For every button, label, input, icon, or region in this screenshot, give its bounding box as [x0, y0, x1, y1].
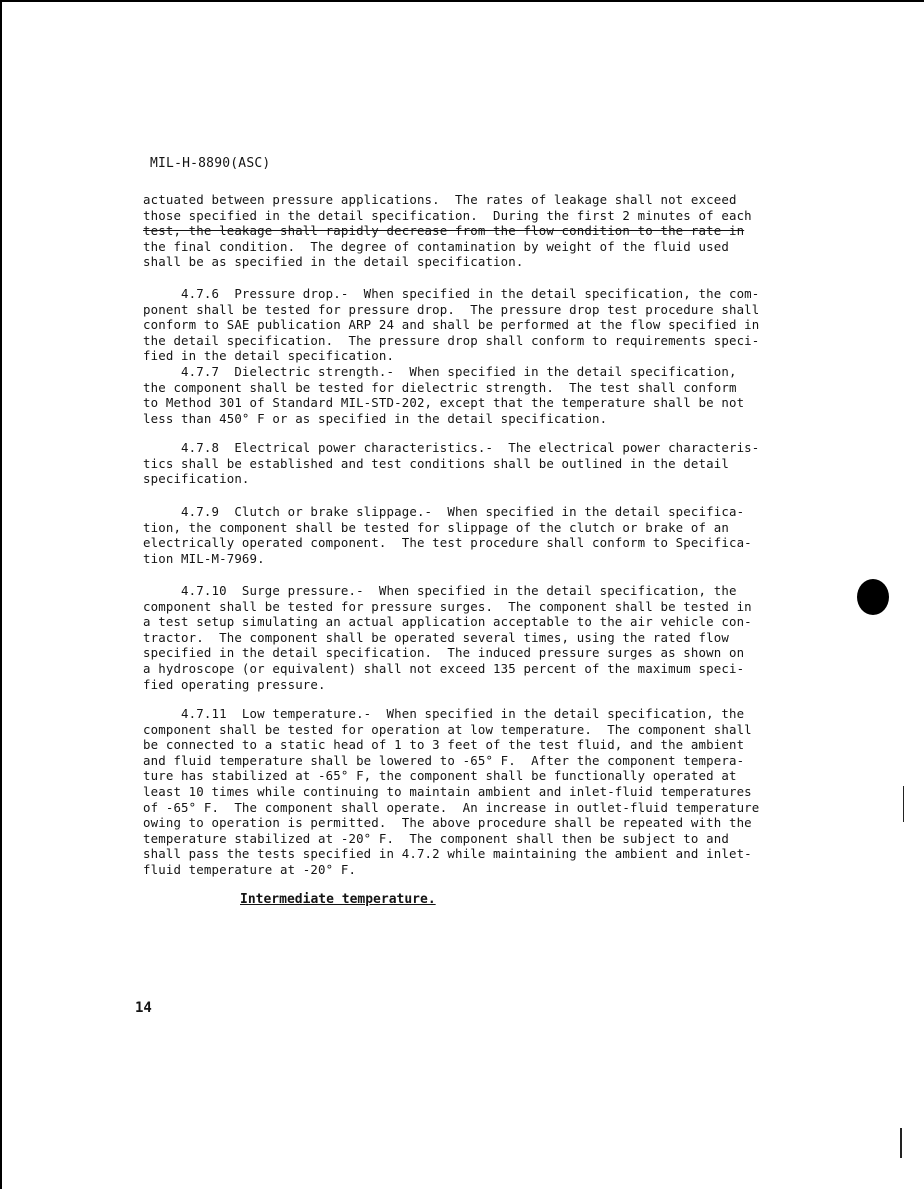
text-line: least 10 times while continuing to maintain ambient and inlet-fluid temperatures: [143, 783, 752, 799]
text-line: specified in the detail specification. The induced pressure surges as shown on: [143, 645, 745, 661]
paragraph-4-7-11: [143, 706, 793, 878]
text-line: a test setup simulating an actual application acceptable to the air vehicle con-: [143, 614, 752, 630]
text-line: and fluid temperature shall be lowered to -65° F. After the component tempera-: [143, 752, 745, 768]
text-line: ponent shall be tested for pressure drop. The pressure drop test procedure shall: [143, 301, 760, 317]
paragraph-4-7-6-and-4-7-7: [143, 286, 793, 426]
text-line: shall pass the tests specified in 4.7.2 while maintaining the ambient and inlet-: [143, 846, 752, 862]
text-line: fied operating pressure.: [143, 676, 326, 692]
punch-hole-icon: [857, 579, 889, 615]
text-line: tractor. The component shall be operated several times, using the rated flow: [143, 629, 729, 645]
scan-artifact-mark: [903, 786, 904, 822]
paragraph-leakage-continued: [143, 192, 793, 270]
text-line-struck: test, the leakage shall rapidly decrease from the flow condition to the rate in: [143, 223, 745, 239]
text-line-low-temperature-heading: 4.7.11 Low temperature.- When specified in the detail specification, the: [143, 706, 745, 721]
paragraph-4-7-9: [143, 504, 793, 566]
text-line: tion MIL-M-7969.: [143, 550, 265, 566]
text-line: those specified in the detail specification. During the first 2 minutes of each: [143, 207, 752, 223]
text-line: actuated between pressure applications. The rates of leakage shall not exceed: [143, 192, 737, 207]
text-line-dielectric-heading: 4.7.7 Dielectric strength.- When specified in the detail specification,: [143, 363, 737, 379]
scan-artifact-mark: [900, 1128, 902, 1158]
text-line: a hydroscope (or equivalent) shall not exceed 135 percent of the maximum speci-: [143, 660, 745, 676]
text-line: tion, the component shall be tested for slippage of the clutch or brake of an: [143, 519, 729, 535]
text-line-pressure-drop-heading: 4.7.6 Pressure drop.- When specified in the detail specification, the com-: [143, 286, 760, 301]
text-line-electrical-heading: 4.7.8 Electrical power characteristics.- The electrical power characteris-: [143, 440, 760, 455]
text-line: fluid temperature at -20° F.: [143, 861, 357, 877]
text-line: shall be as specified in the detail specification.: [143, 254, 524, 270]
section-heading-intermediate-temperature: Intermediate temperature.: [240, 892, 436, 907]
text-line: to Method 301 of Standard MIL-STD-202, except that the temperature shall be not: [143, 395, 745, 411]
text-line: fied in the detail specification.: [143, 348, 395, 364]
text-line: less than 450° F or as specified in the detail specification.: [143, 410, 608, 426]
document-identifier: MIL-H-8890(ASC): [150, 156, 271, 171]
text-line-surge-heading: 4.7.10 Surge pressure.- When specified in the detail specification, the: [143, 583, 737, 598]
text-line: ture has stabilized at -65° F, the component shall be functionally operated at: [143, 768, 737, 784]
text-line: temperature stabilized at -20° F. The component shall then be subject to and: [143, 830, 729, 846]
text-line: the final condition. The degree of contamination by weight of the fluid used: [143, 238, 729, 254]
text-line: be connected to a static head of 1 to 3 feet of the test fluid, and the ambient: [143, 737, 745, 753]
text-line: of -65° F. The component shall operate. An increase in outlet-fluid temperature: [143, 799, 760, 815]
text-line: the component shall be tested for dielectric strength. The test shall conform: [143, 379, 737, 395]
text-line: electrically operated component. The test procedure shall conform to Specifica-: [143, 535, 752, 551]
text-line: tics shall be established and test conditions shall be outlined in the detail: [143, 455, 729, 471]
text-line: specification.: [143, 471, 250, 487]
text-line: the detail specification. The pressure drop shall conform to requirements speci-: [143, 332, 760, 348]
text-line-clutch-heading: 4.7.9 Clutch or brake slippage.- When specified in the detail specifica-: [143, 504, 745, 519]
text-line: component shall be tested for pressure surges. The component shall be tested in: [143, 598, 752, 614]
text-line: component shall be tested for operation at low temperature. The component shall: [143, 721, 752, 737]
text-line: conform to SAE publication ARP 24 and shall be performed at the flow specified in: [143, 317, 760, 333]
paragraph-4-7-8: [143, 440, 793, 487]
scan-border-left: [0, 0, 2, 1189]
page-number: 14: [135, 1000, 152, 1016]
text-line: owing to operation is permitted. The above procedure shall be repeated with the: [143, 815, 752, 831]
scan-border-top: [0, 0, 924, 2]
paragraph-4-7-10: [143, 583, 793, 692]
